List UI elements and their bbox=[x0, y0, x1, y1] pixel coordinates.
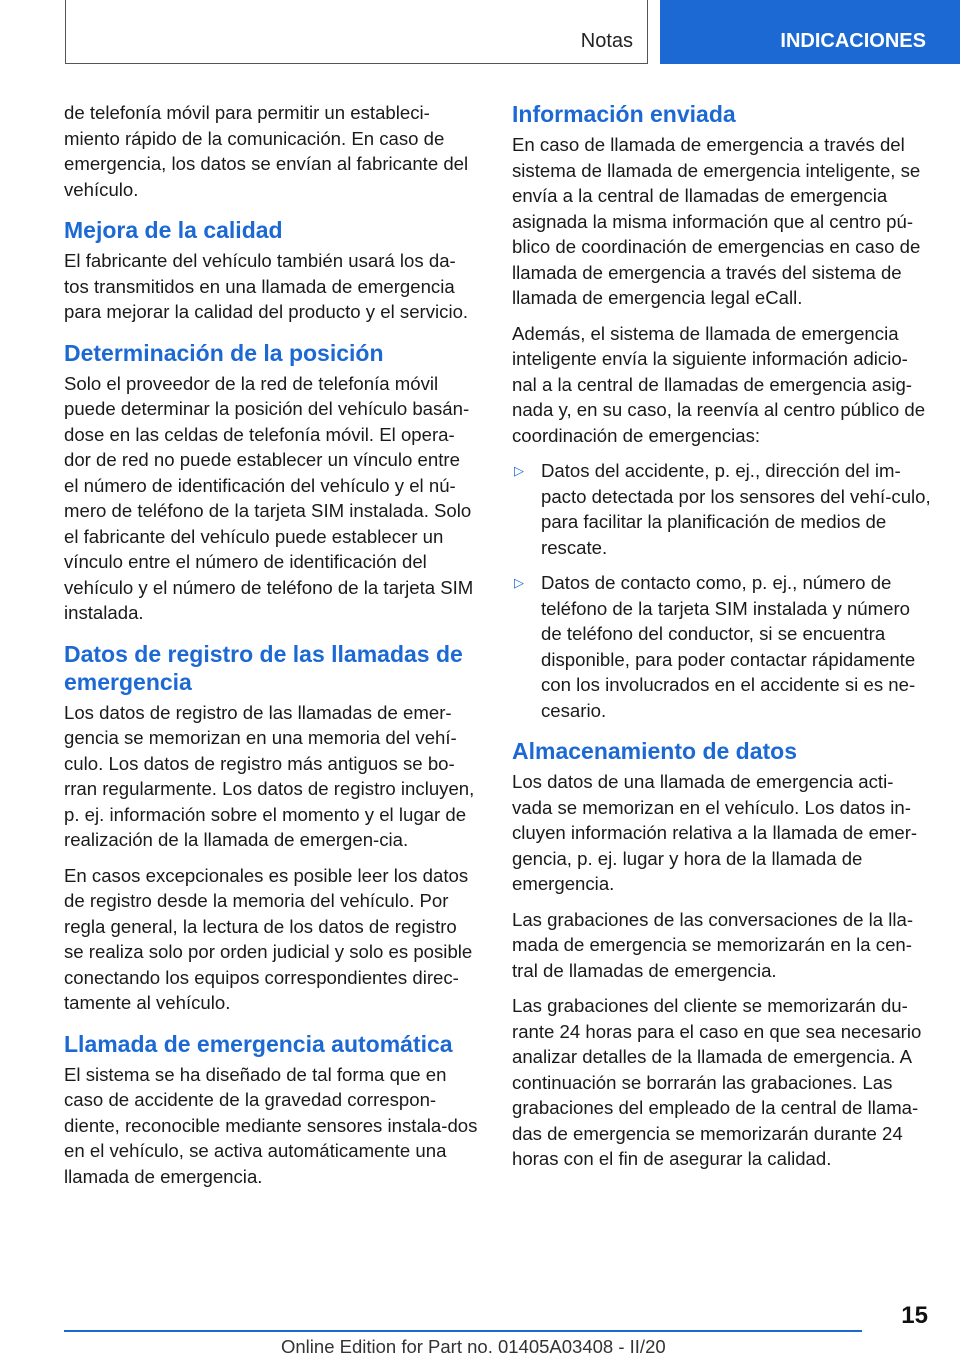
bullet-list bbox=[512, 458, 932, 723]
list-item bbox=[512, 458, 932, 560]
section-paragraph: En casos excepcionales es posible leer los datos de registro desde la memoria del vehículo. Por regla general, la lectura de los datos de registro se realiza solo por orden judicial y solo es posible conectando los equipos correspondientes direc-tamente al vehículo. bbox=[64, 864, 473, 1013]
list-item-text: Datos del accidente, p. ej., dirección del im-pacto detectada por los sensores del vehí-culo, para facilitar la planificación de medios de rescate. bbox=[541, 460, 931, 558]
section-title-mejora-calidad: Mejora de la calidad bbox=[64, 217, 283, 243]
section-paragraph: Además, el sistema de llamada de emergencia inteligente envía la siguiente información adicio-nal a la central de llamadas de emergencia asig-nada y, en su caso, la reenvía al centro público de coordinación de emergencias: bbox=[512, 322, 926, 446]
header-chapter-tab bbox=[660, 0, 960, 64]
section-paragraph: El fabricante del vehículo también usará los da-tos transmitidos en una llamada de emergencia para mejorar la calidad del producto y el servicio. bbox=[64, 250, 469, 322]
section-title-informacion-enviada: Información enviada bbox=[512, 101, 736, 127]
section-paragraph: En caso de llamada de emergencia a través del sistema de llamada de emergencia inteligente, se envía a la central de llamadas de emergencia asignada la misma información que al centro pú-blico de coordinación de emergencias en caso de llamada de emergencia a través del sistema de llamada de emergencia legal eCall. bbox=[512, 134, 921, 308]
section-paragraph: Las grabaciones de las conversaciones de la lla-mada de emergencia se memorizarán en la cen-tral de llamadas de emergencia. bbox=[512, 908, 914, 981]
intro-paragraph: de telefonía móvil para permitir un estableci-miento rápido de la comunicación. En caso de emergencia, los datos se envían al fabricante del vehículo. bbox=[64, 102, 469, 200]
header-section-label: Notas bbox=[580, 30, 633, 52]
list-item-text: Datos de contacto como, p. ej., número de teléfono de la tarjeta SIM instalada y número de teléfono del conductor, si se encuentra disponible, para poder contactar rápidamente con los involucrados en el accidente si es ne-cesario. bbox=[541, 572, 916, 721]
section-paragraph: Solo el proveedor de la red de telefonía móvil puede determinar la posición del vehículo basán-dose en las celdas de telefonía móvil. El opera-dor de red no puede establecer un vínculo entre el número de identificación del vehículo y el nú-mero de teléfono de la tarjeta SIM instalada. Solo el fabricante del vehículo puede establecer un vínculo entre el número de identificación del vehículo y el número de teléfono de la tarjeta SIM instalada. bbox=[64, 372, 474, 623]
left-column bbox=[64, 100, 479, 1199]
footer-edition-note: Online Edition for Part no. 01405A03408 - II/20 bbox=[281, 1336, 666, 1357]
section-paragraph: Los datos de una llamada de emergencia acti-vada se memorizan en el vehículo. Los datos in-cluyen información relativa a la llamada de emer-gencia, p. ej. lugar y hora de la llamada de emergencia. bbox=[512, 771, 918, 894]
footer-divider bbox=[64, 1330, 862, 1332]
section-title-datos-registro: Datos de registro de las llamadas de emergencia bbox=[64, 640, 463, 695]
section-title-almacenamiento-datos: Almacenamiento de datos bbox=[512, 738, 798, 764]
section-title-determinacion-posicion: Determinación de la posición bbox=[64, 339, 384, 366]
section-paragraph: Las grabaciones del cliente se memorizarán du-rante 24 horas para el caso en que sea necesario analizar detalles de la llamada de emergencia. A continuación se borrarán las grabaciones. Las grabaciones del empleado de la central de llama-das de emergencia se memorizarán durante 24 horas con el fin de asegurar la calidad. bbox=[512, 995, 922, 1169]
list-item bbox=[512, 570, 932, 723]
section-paragraph: Los datos de registro de las llamadas de emer-gencia se memorizan en una memoria del vehí-culo. Los datos de registro más antiguos se bo-rran regularmente. Los datos de registro incluyen, p. ej. información sobre el momento y el lugar de realización de la llamada de emergen-cia. bbox=[64, 701, 475, 850]
section-paragraph: El sistema se ha diseñado de tal forma que en caso de accidente de la gravedad correspon-diente, reconocible mediante sensores instala-dos en el vehículo, se activa automáticamente una llamada de emergencia. bbox=[64, 1063, 478, 1187]
page-number: 15 bbox=[901, 1302, 928, 1329]
section-title-llamada-automatica: Llamada de emergencia automática bbox=[64, 1030, 453, 1057]
right-column bbox=[512, 100, 932, 1182]
header-chapter-label: INDICACIONES bbox=[780, 30, 926, 52]
triangle-bullet-icon: ▷ bbox=[514, 575, 524, 590]
header-section-box bbox=[65, 0, 648, 64]
triangle-bullet-icon: ▷ bbox=[514, 463, 524, 478]
